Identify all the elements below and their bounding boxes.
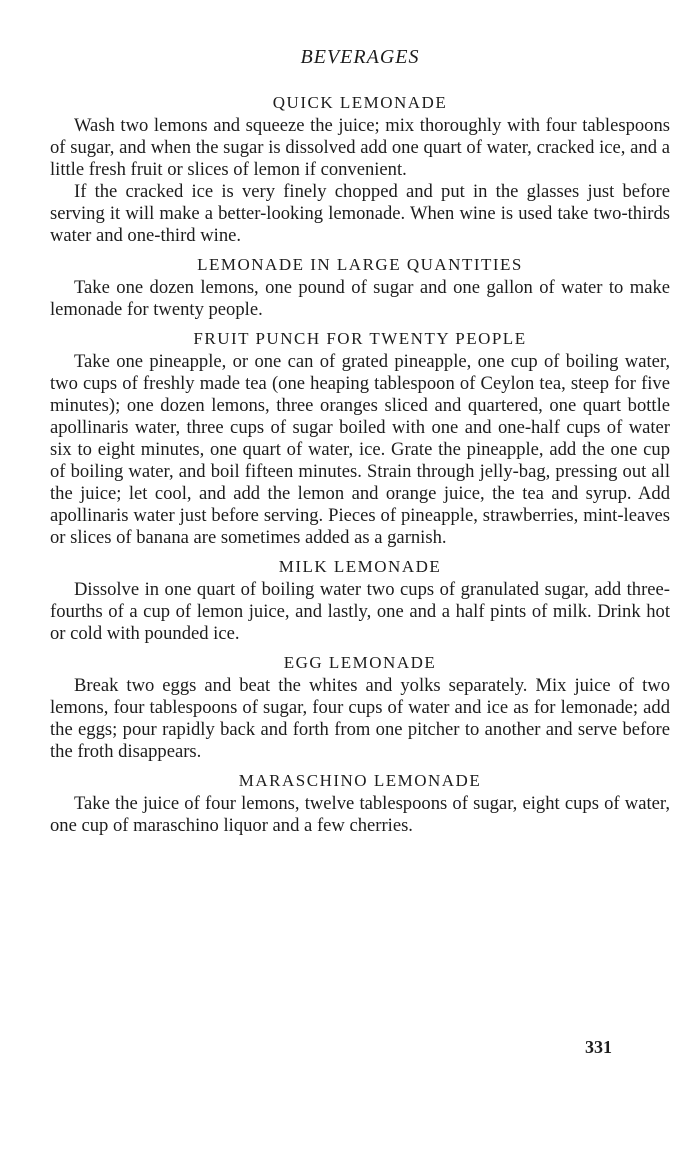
recipe-title: QUICK LEMONADE bbox=[272, 93, 448, 112]
running-head: BEVERAGES bbox=[300, 46, 420, 68]
recipe-paragraph: Wash two lemons and squeeze the juice; mix thoroughly with four tablespoons of sugar, and when the sugar is dissolved add one quart of water, cracked ice, and a little fresh fruit or slices of lemon if convenient. bbox=[50, 115, 670, 180]
recipe-paragraph: Take one pineapple, or one can of grated pineapple, one cup of boiling water, two cups of freshly made tea (one heaping tablespoon of Ceylon tea, steep for five minutes); one dozen lemons, three oranges sliced and quartered, one quart bottle apollinaris water, three cups of sugar boiled with one and one-half cups of water six to eight minutes, one quart of water, ice. Grate the pineapple, add the one cup of boiling water, and boil fifteen minutes. Strain through jelly-bag, pressing out all the juice; let cool, and add the lemon and orange juice, the tea and syrup. Add apollinaris water just before serving. Pieces of pineapple, strawberries, mint-leaves or slices of banana are sometimes added as a garnish. bbox=[50, 351, 670, 548]
book-page bbox=[50, 46, 670, 845]
page-number: 331 bbox=[585, 1037, 612, 1057]
recipe-paragraph: Take the juice of four lemons, twelve tablespoons of sugar, eight cups of water, one cup of maraschino liquor and a few cherries. bbox=[50, 793, 670, 836]
recipe-quick-lemonade bbox=[50, 93, 670, 247]
recipe-title: MILK LEMONADE bbox=[278, 557, 442, 576]
recipe-paragraph: Take one dozen lemons, one pound of sugar and one gallon of water to make lemonade for twenty people. bbox=[50, 277, 670, 320]
recipe-title: LEMONADE IN LARGE QUANTITIES bbox=[197, 255, 523, 274]
recipe-title: EGG LEMONADE bbox=[283, 653, 437, 672]
recipe-fruit-punch bbox=[50, 329, 670, 549]
recipe-egg-lemonade bbox=[50, 653, 670, 763]
recipe-maraschino-lemonade bbox=[50, 771, 670, 837]
recipe-milk-lemonade bbox=[50, 557, 670, 645]
recipe-title: MARASCHINO LEMONADE bbox=[238, 771, 482, 790]
recipe-title: FRUIT PUNCH FOR TWENTY PEOPLE bbox=[193, 329, 527, 348]
recipe-paragraph: If the cracked ice is very finely chopped and put in the glasses just before serving it will make a better-looking lemonade. When wine is used take two-thirds water and one-third wine. bbox=[50, 181, 670, 246]
recipe-lemonade-in-large-quantities bbox=[50, 255, 670, 321]
recipe-paragraph: Break two eggs and beat the whites and yolks separately. Mix juice of two lemons, four tablespoons of sugar, four cups of water and ice as for lemonade; add the eggs; pour rapidly back and forth from one pitcher to another and serve before the froth disappears. bbox=[50, 675, 670, 762]
recipe-paragraph: Dissolve in one quart of boiling water two cups of granulated sugar, add three-fourths of a cup of lemon juice, and lastly, one and a half pints of milk. Drink hot or cold with pounded ice. bbox=[50, 579, 670, 644]
